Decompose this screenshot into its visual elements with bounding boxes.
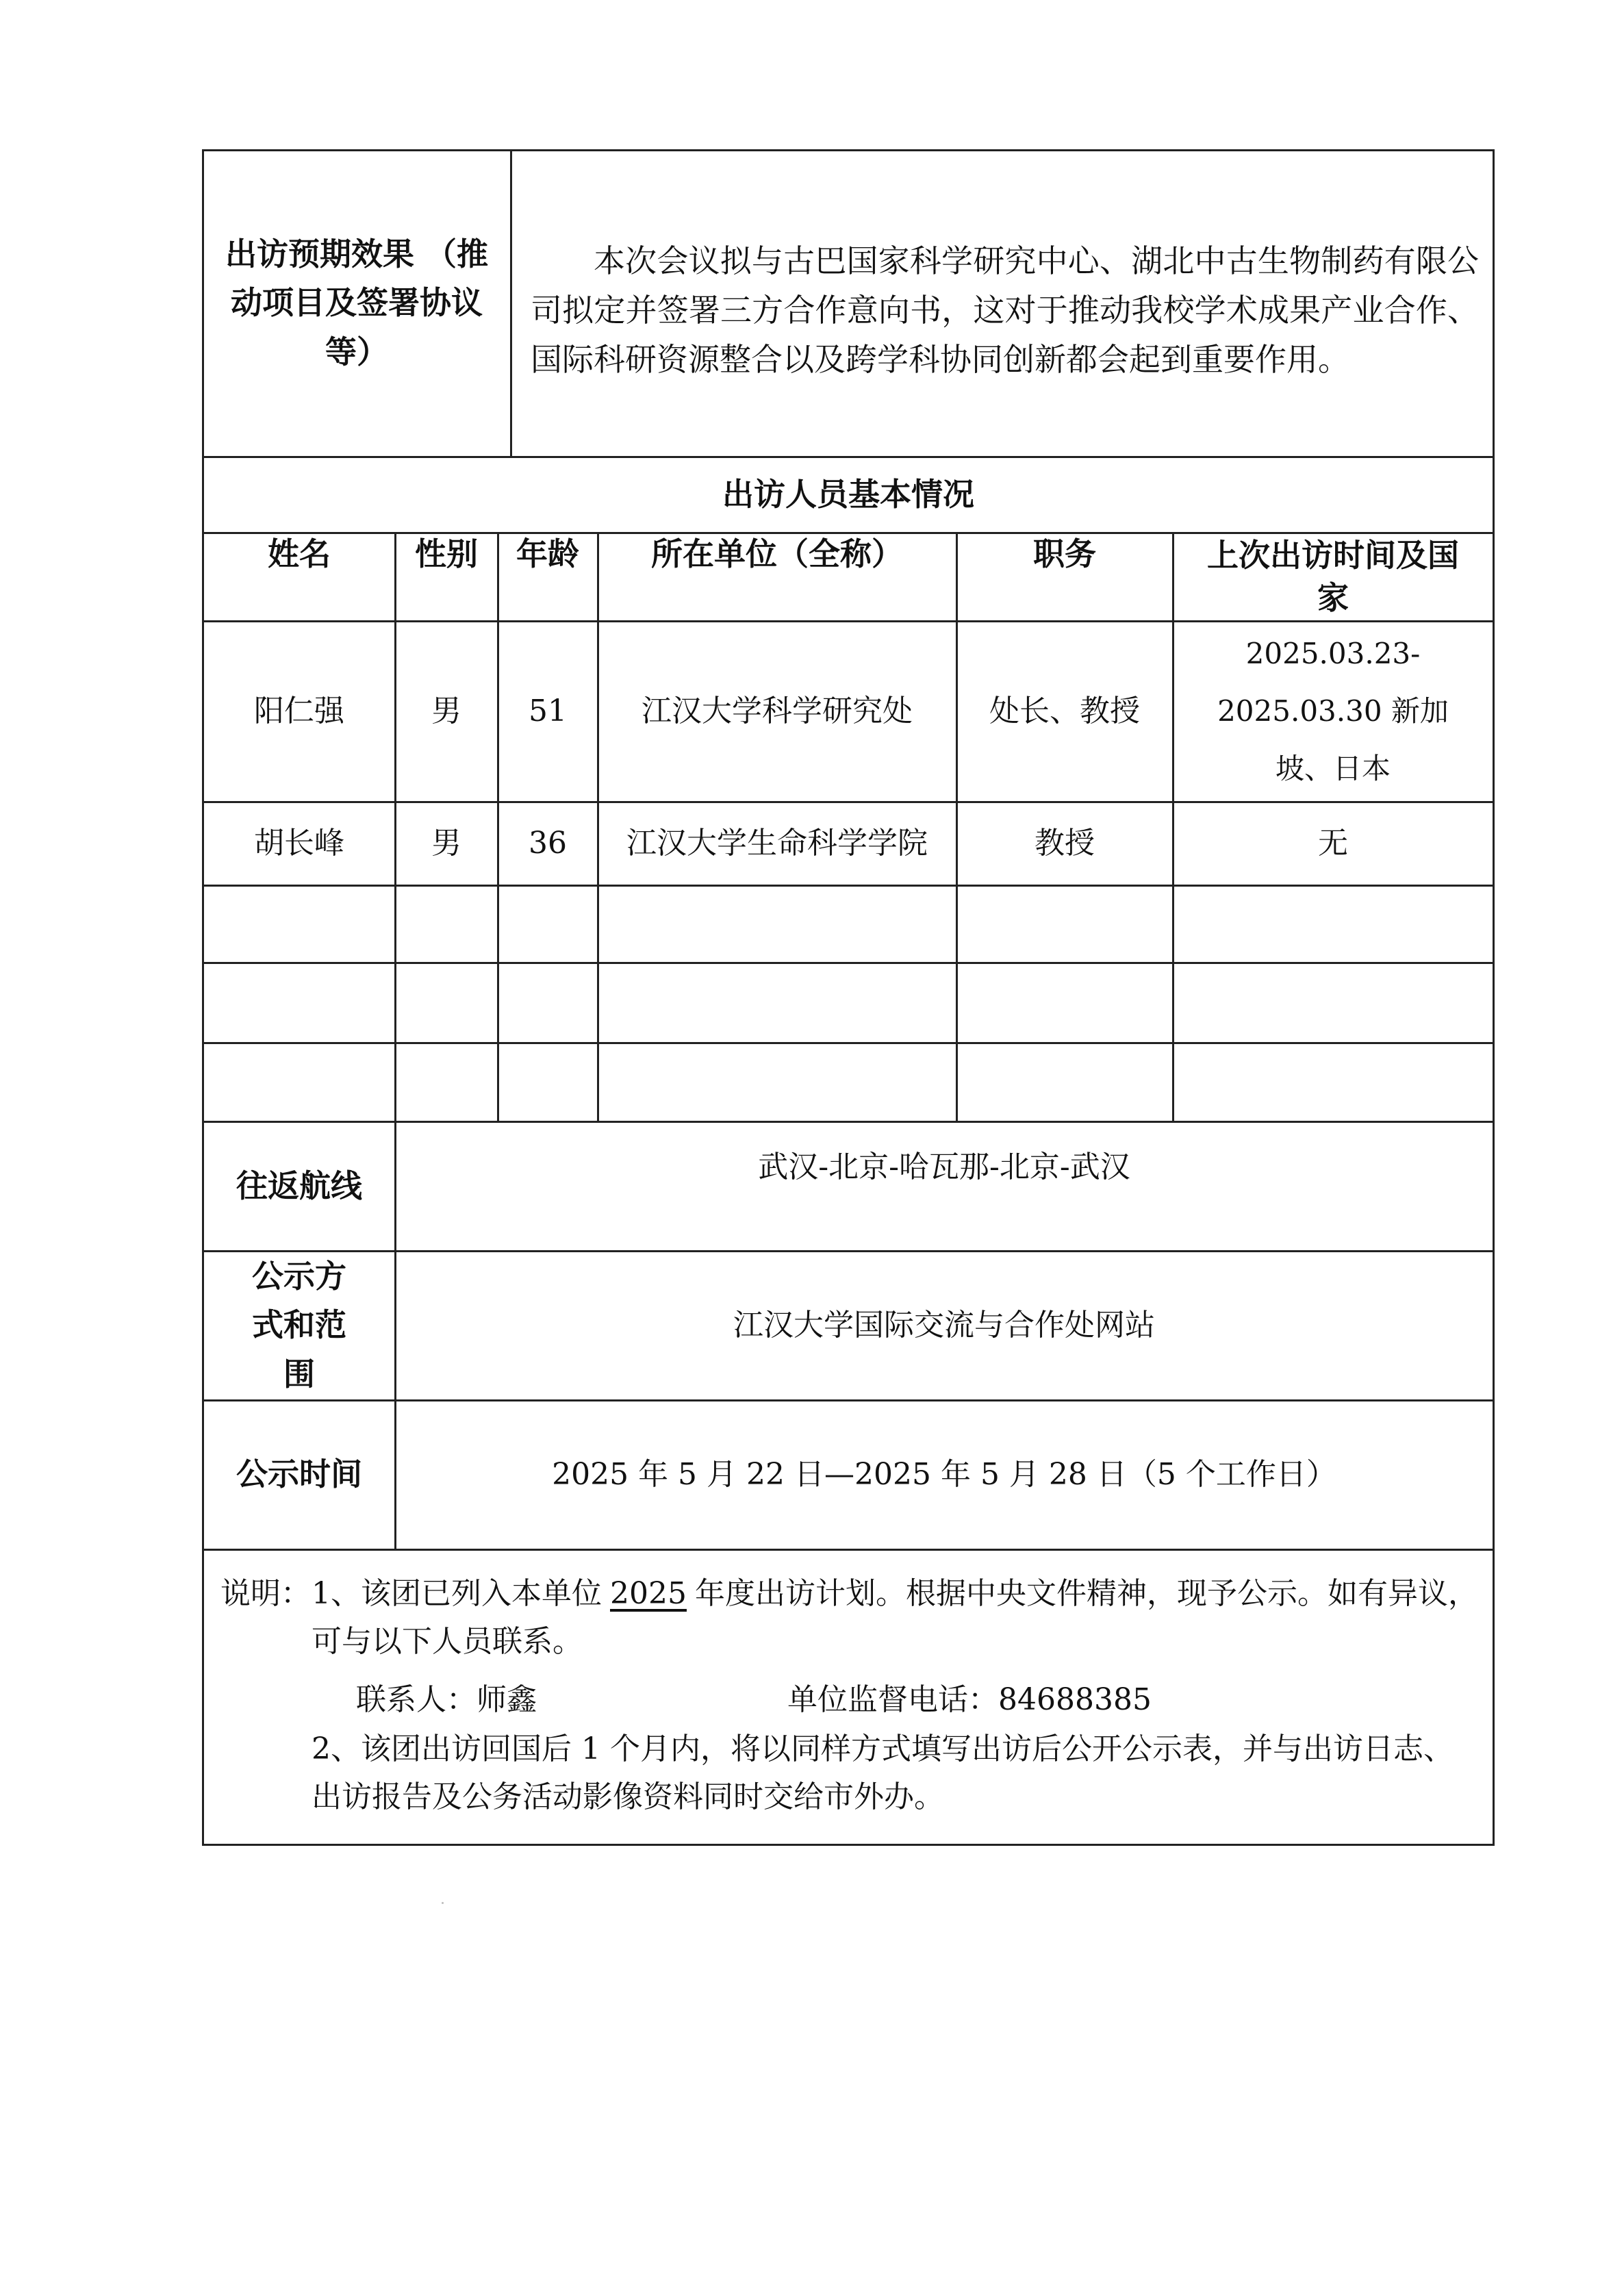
publicity-method-label: 公示方式和范围 <box>252 1258 346 1393</box>
scan-speck <box>442 1902 444 1904</box>
notes-item1-a: 1、该团已列入本单位 <box>312 1576 602 1611</box>
route-value: 武汉-北京-哈瓦那-北京-武汉 <box>758 1149 1130 1184</box>
empty-row-3 <box>205 887 1491 961</box>
header-position: 职务 <box>1033 535 1096 573</box>
row2-gender: 男 <box>431 825 461 861</box>
row1-position: 处长、教授 <box>989 693 1140 728</box>
notes-phone: 单位监督电话：84688385 <box>787 1682 1152 1717</box>
publicity-method-value: 江汉大学国际交流与合作处网站 <box>733 1307 1155 1343</box>
row1-name: 阳仁强 <box>254 693 344 728</box>
row2-last-visit: 无 <box>1318 825 1348 861</box>
row1-age: 51 <box>529 693 567 728</box>
notes-item1 <box>312 1570 1479 1666</box>
notes-item2: 2、该团出访回国后 1 个月内，将以同样方式填写出访后公开公示表，并与出访日志、出访报告及公务活动影像资料同时交给市外办。 <box>312 1731 1454 1814</box>
route-label: 往返航线 <box>236 1167 362 1204</box>
header-last-visit: 上次出访时间及国家 <box>1207 537 1459 616</box>
header-age: 年龄 <box>516 535 579 573</box>
empty-row-5 <box>205 1045 1491 1119</box>
publicity-time-label: 公示时间 <box>236 1456 362 1493</box>
header-gender: 性别 <box>415 535 478 573</box>
header-name: 姓名 <box>268 535 331 573</box>
notes-contact: 联系人：师鑫 <box>356 1682 537 1717</box>
empty-row-4 <box>205 965 1491 1041</box>
row2-name: 胡长峰 <box>254 825 344 861</box>
header-unit: 所在单位（全称） <box>651 535 903 573</box>
row2-age: 36 <box>529 825 567 861</box>
row1-unit: 江汉大学科学研究处 <box>642 693 913 728</box>
expected-effect-text: 本次会议拟与古巴国家科学研究中心、湖北中古生物制药有限公司拟定并签署三方合作意向书，这对于推动我校学术成果产业合作、国际科研资源整合以及跨学科协同创新都会起到重要作用。 <box>531 242 1479 378</box>
notes-prefix: 说明： <box>220 1576 311 1611</box>
notes-item1-b: 年度出访计划。根据中央文件精神，现予公示。如有异议，可与以下人员联系。 <box>312 1576 1478 1659</box>
notes-item1-year: 2025 <box>610 1576 687 1611</box>
row1-gender: 男 <box>431 693 461 728</box>
personnel-section-title: 出访人员基本情况 <box>722 475 974 513</box>
row1-last-visit: 2025.03.23-2025.03.30 新加坡、日本 <box>1217 637 1449 785</box>
row2-position: 教授 <box>1035 825 1095 861</box>
expected-effect-label: 出访预期效果 （推动项目及签署协议等） <box>225 236 488 370</box>
row2-unit: 江汉大学生命科学学院 <box>626 825 928 861</box>
publicity-time-value: 2025 年 5 月 22 日—2025 年 5 月 28 日（5 个工作日） <box>552 1456 1336 1492</box>
